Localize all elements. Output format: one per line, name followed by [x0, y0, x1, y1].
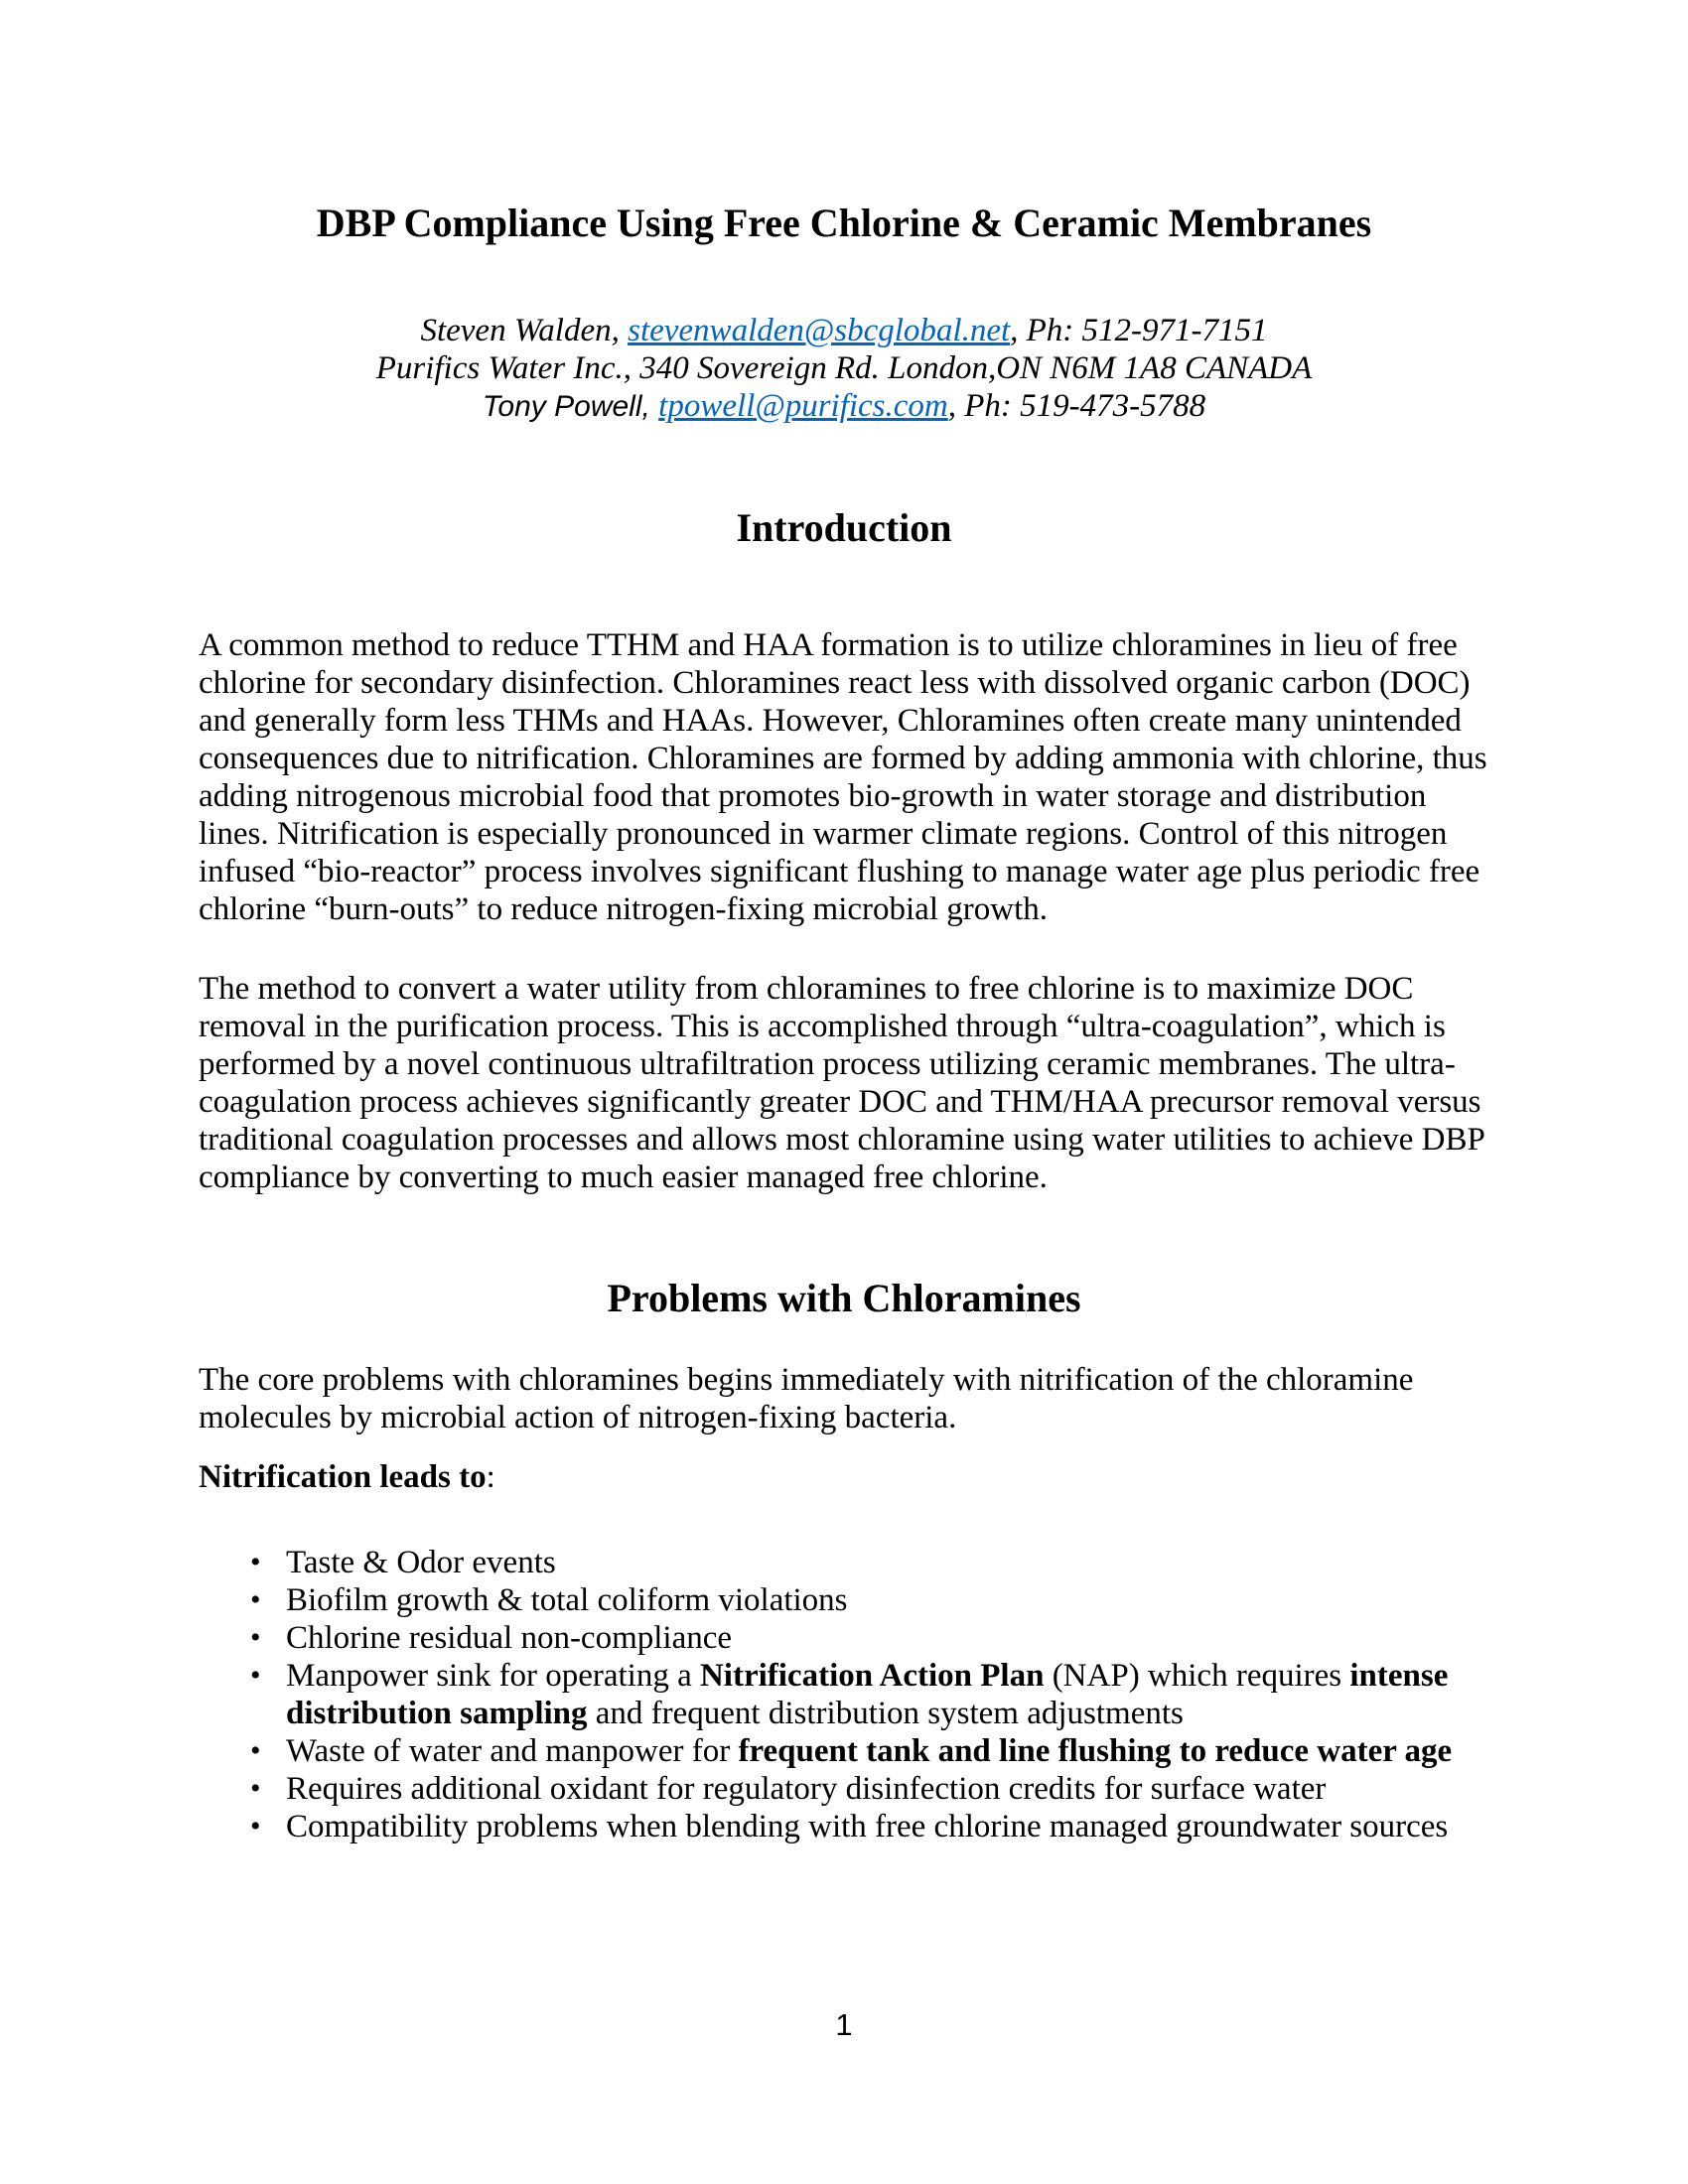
list-item-text-bold: Nitrification Action Plan: [699, 1658, 1045, 1694]
bullet-icon: •: [250, 1810, 261, 1843]
list-item-text: Compatibility problems when blending with free chlorine managed groundwater sources: [286, 1809, 1449, 1844]
list-item-text-bold: intense distribution sampling: [286, 1658, 1449, 1731]
list-item-text: Requires additional oxidant for regulatory disinfection credits for surface water: [286, 1771, 1327, 1807]
bullet-icon: •: [250, 1621, 261, 1654]
bullet-icon: •: [250, 1546, 261, 1578]
page-number: 1: [835, 2007, 853, 2042]
bullet-icon: •: [250, 1734, 261, 1767]
bullet-icon: •: [250, 1772, 261, 1805]
email-link-tony-powell[interactable]: tpowell@purifics.com: [658, 388, 948, 424]
nitrification-list-label-colon: :: [486, 1459, 495, 1495]
author-line-3: [199, 387, 1489, 426]
email-link-steven-walden[interactable]: stevenwalden@sbcglobal.net: [628, 313, 1011, 348]
nitrification-list-label: [199, 1458, 1489, 1496]
list-item-text-bold: frequent tank and line flushing to reduce water age: [738, 1733, 1453, 1769]
introduction-paragraph-2: The method to convert a water utility from chloramines to free chlorine is to maximize DOC removal in the purification process. This is accomplished through “ultra-coagulation”, which is performed by a novel continuous ultrafiltration process utilizing ceramic membranes. The ultra-coagulation process achieves significantly greater DOC and THM/HAA precursor removal versus traditional coagulation processes and allows most chloramine using water utilities to achieve DBP compliance by converting to much easier managed free chlorine.: [199, 971, 1484, 1195]
list-item: [199, 1544, 1489, 1581]
problems-paragraph: The core problems with chloramines begins immediately with nitrification of the chloramine molecules by microbial action of nitrogen-fixing bacteria.: [199, 1362, 1414, 1435]
author-phone-tony-powell: , Ph: 519-473-5788: [947, 388, 1206, 424]
bullet-icon: •: [250, 1659, 261, 1692]
list-item-text: and frequent distribution system adjustments: [587, 1696, 1184, 1731]
list-item: [199, 1657, 1489, 1732]
page-title: DBP Compliance Using Free Chlorine & Ceramic Membranes: [316, 201, 1372, 245]
list-item-text: Chlorine residual non-compliance: [286, 1620, 733, 1656]
section-heading-introduction: Introduction: [736, 505, 952, 550]
document-content: [199, 0, 1489, 1845]
author-line-2-affiliation: Purifics Water Inc., 340 Sovereign Rd. London,ON N6M 1A8 CANADA: [375, 350, 1313, 386]
list-item: [199, 1808, 1489, 1845]
list-item-text: Biofilm growth & total coliform violations: [286, 1582, 848, 1618]
introduction-paragraph-1: A common method to reduce TTHM and HAA formation is to utilize chloramines in lieu of free chlorine for secondary disinfection. Chloramines react less with dissolved organic carbon (DOC) and generally form less THMs and HAAs. However, Chloramines often create many unintended consequences due to nitrification. Chloramines are formed by adding ammonia with chlorine, thus adding nitrogenous microbial food that promotes bio-growth in water storage and distribution lines. Nitrification is especially pronounced in warmer climate regions. Control of this nitrogen infused “bio-reactor” process involves significant flushing to manage water age plus periodic free chlorine “burn-outs” to reduce nitrogen-fixing microbial growth.: [199, 627, 1487, 927]
nitrification-list-label-text: Nitrification leads to: [199, 1459, 487, 1495]
list-item-text: Manpower sink for operating a: [286, 1658, 700, 1694]
author-line-1: [199, 312, 1489, 349]
author-phone-steven-walden: , Ph: 512-971-7151: [1010, 313, 1268, 348]
nitrification-bullet-list: [199, 1544, 1489, 1845]
author-block: [199, 312, 1489, 426]
author-name-steven-walden: Steven Walden,: [420, 313, 629, 348]
list-item-text: Taste & Odor events: [286, 1545, 556, 1580]
section-heading-problems: Problems with Chloramines: [607, 1276, 1081, 1320]
list-item: [199, 1770, 1489, 1808]
bullet-icon: •: [250, 1583, 261, 1616]
list-item: [199, 1581, 1489, 1619]
list-item: [199, 1619, 1489, 1657]
list-item: [199, 1732, 1489, 1770]
list-item-text: (NAP) which requires: [1044, 1658, 1350, 1694]
author-name-tony-powell: Tony Powell,: [482, 390, 659, 423]
list-item-text: Waste of water and manpower for: [286, 1733, 739, 1769]
